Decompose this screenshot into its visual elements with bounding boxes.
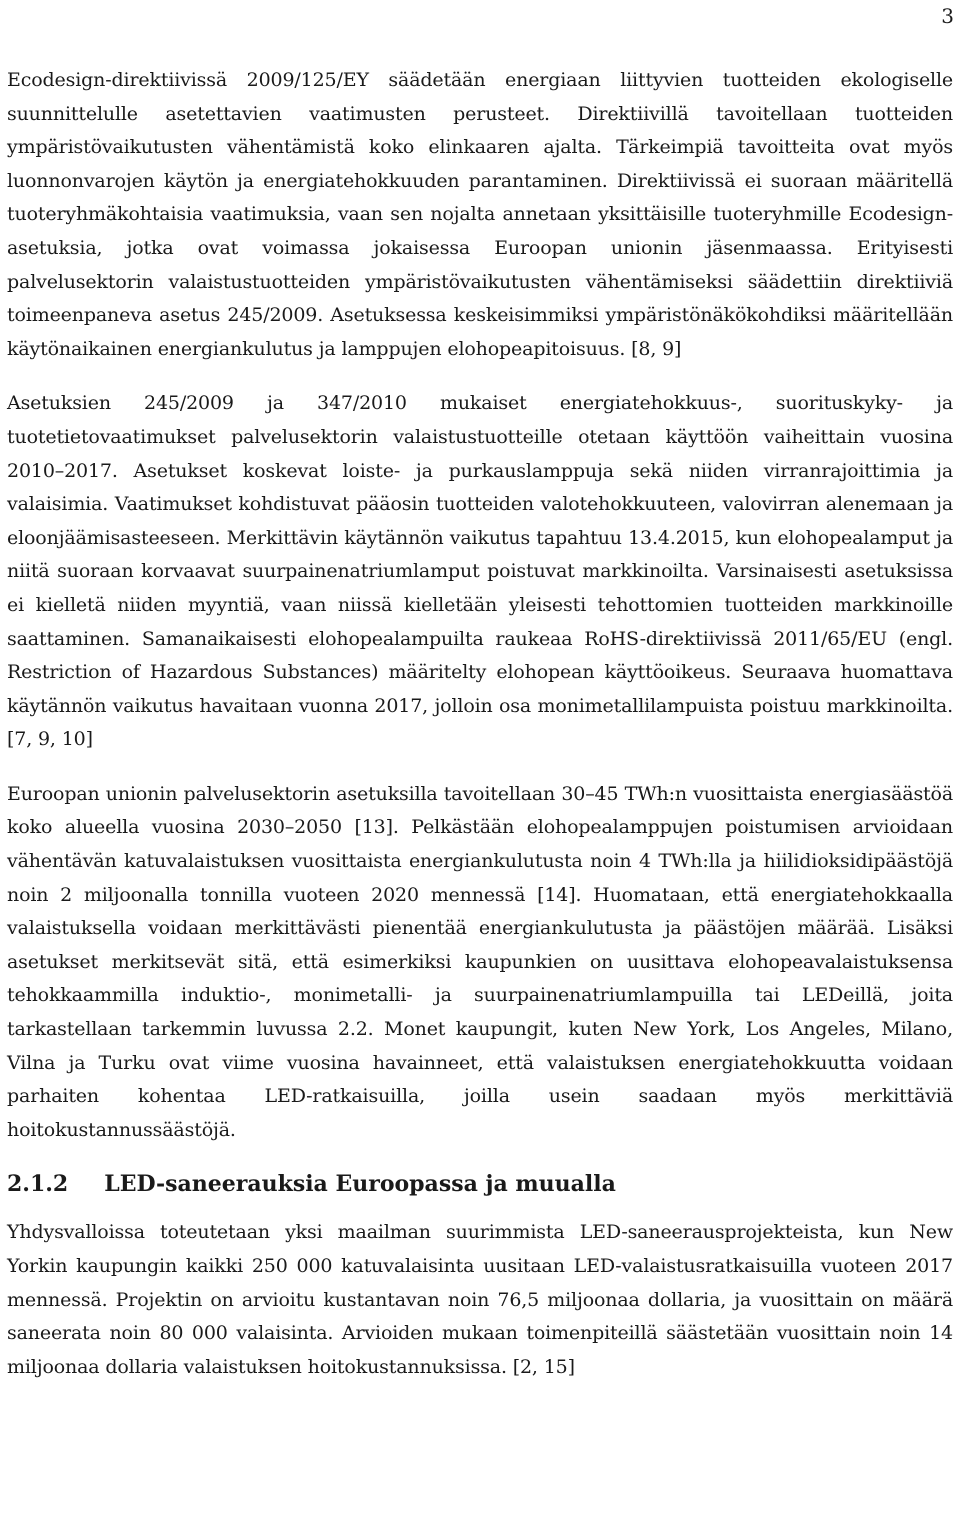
- section-number: 2.1.2: [7, 1171, 69, 1198]
- paragraph-regulations: Asetuksien 245/2009 ja 347/2010 mukaiset energiatehokkuus-, suorituskyky- ja tuotetietovaatimukset palvelusektorin valaistustuotteille otetaan käyttöön vaiheittain vuosina 2010–2017. Asetukset koskevat loiste- ja purkauslamppuja sekä niiden virranrajoittimia ja valaisimia. Vaatimukset kohdistuvat pääosin tuotteiden valotehokkuuteen, valovirran alenemaan ja eloonjäämisasteeseen. Merkittävin käytännön vaikutus tapahtuu 13.4.2015, kun elohopealamput ja niitä suoraan korvaavat suurpainenatriumlamput poistuvat markkinoilta. Varsinaisesti asetuksissa ei kielletä niiden myyntiä, vaan niissä kielletään yleisesti tehottomien tuotteiden markkinoille saattaminen. Samanaikaisesti elohopealampuilta raukeaa RoHS-direktiivissä 2011/65/EU (engl. Restriction of Hazardous Substances) määritelty elohopean käyttöoikeus. Seuraava huomattava käytännön vaikutus havaitaan vuonna 2017, jolloin osa monimetallilampuista poistuu markkinoilta. [7, 9, 10]: [7, 392, 953, 751]
- paragraph-energy-savings: Euroopan unionin palvelusektorin asetuksilla tavoitellaan 30–45 TWh:n vuosittaista energiasäästöä koko alueella vuosina 2030–2050 [13]. Pelkästään elohopealamppujen poistumisen arvioidaan vähentävän katuvalaistuksen vuosittaista energiankulutusta noin 4 TWh:lla ja hiilidioksidipäästöjä noin 2 miljoonalla tonnilla vuoteen 2020 mennessä [14]. Huomataan, että energiatehokkaalla valaistuksella voidaan merkittävästi pienentää energiankulutusta ja päästöjen määrää. Lisäksi asetukset merkitsevät sitä, että esimerkiksi kaupunkien on uusittava elohopeavalaistuksensa tehokkaammilla induktio-, monimetalli- ja suurpainenatriumlampuilla tai LEDeillä, joita tarkastellaan tarkemmin luvussa 2.2. Monet kaupungit, kuten New York, Los Angeles, Milano, Vilna ja Turku ovat viime vuosina havainneet, että valaistuksen energiatehokkuutta voidaan parhaiten kohentaa LED-ratkaisuilla, joilla usein saadaan myös merkittäviä hoitokustannussäästöjä.: [7, 782, 953, 1141]
- document-body: [7, 64, 953, 1405]
- paragraph-led-renovation: Yhdysvalloissa toteutetaan yksi maailman suurimmista LED-saneerausprojekteista, kun New Yorkin kaupungin kaikki 250 000 katuvalaisinta uusitaan LED-valaistusratkaisuilla vuoteen 2017 mennessä. Projektin on arvioitu kustantavan noin 76,5 miljoonaa dollaria, ja vuosittain on määrä saneerata noin 80 000 valaisinta. Arvioiden mukaan toimenpiteillä säästetään vuosittain noin 14 miljoonaa dollaria valaistuksen hoitokustannuksissa. [2, 15]: [7, 1221, 953, 1378]
- section-title: LED-saneerauksia Euroopassa ja muualla: [104, 1171, 616, 1198]
- page-number: 3: [941, 4, 954, 28]
- section-heading: [7, 1168, 953, 1200]
- paragraph-ecodesign: Ecodesign-direktiivissä 2009/125/EY säädetään energiaan liittyvien tuotteiden ekologiselle suunnittelulle asetettavien vaatimusten perusteet. Direktiivillä tavoitellaan tuotteiden ympäristövaikutusten vähentämistä koko elinkaaren ajalta. Tärkeimpiä tavoitteita ovat myös luonnonvarojen käytön ja energiatehokkuuden parantaminen. Direktiivissä ei suoraan määritellä tuoteryhmäkohtaisia vaatimuksia, vaan sen nojalta annetaan yksittäisille tuoteryhmille Ecodesign-asetuksia, jotka ovat voimassa jokaisessa Euroopan unionin jäsenmaassa. Erityisesti palvelusektorin valaistustuotteiden ympäristövaikutusten vähentämiseksi säädettiin direktiiviä toimeenpaneva asetus 245/2009. Asetuksessa keskeisimmiksi ympäristönäkökohdiksi määritellään käytönaikainen energiankulutus ja lamppujen elohopeapitoisuus. [8, 9]: [7, 69, 953, 360]
